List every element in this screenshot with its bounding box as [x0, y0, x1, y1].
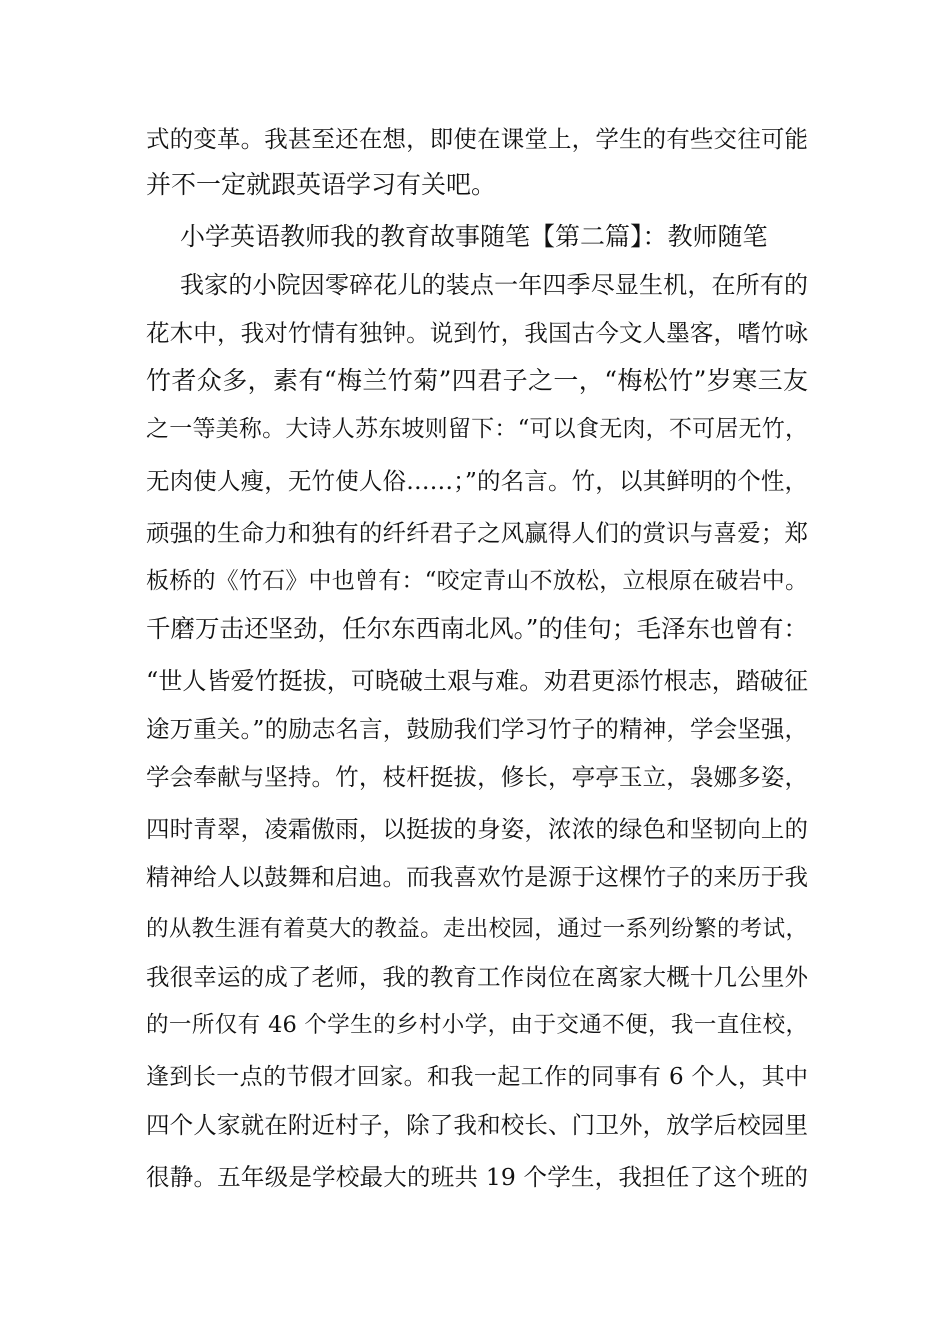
- text-line: 途万重关。”的励志名言，鼓励我们学习竹子的精神，学会坚强，: [146, 715, 808, 743]
- text-line: 顽强的生命力和独有的纤纤君子之风赢得人们的赏识与喜爱；郑: [146, 519, 808, 547]
- text-line: “世人皆爱竹挺拔，可晓破土艰与难。劝君更添竹根志，踏破征: [146, 667, 808, 695]
- text-line: 四个人家就在附近村子，除了我和校长、门卫外，放学后校园里: [146, 1111, 808, 1139]
- text-line: 逢到长一点的节假才回家。和我一起工作的同事有 6 个人，其中: [146, 1064, 808, 1090]
- section-heading: 小学英语教师我的教育故事随笔【第二篇】：教师随笔: [180, 222, 768, 251]
- text-line: 竹者众多，素有“梅兰竹菊”四君子之一，“梅松竹”岁寒三友: [146, 366, 808, 395]
- text-line: 无肉使人瘦，无竹使人俗……；”的名言。竹，以其鲜明的个性，: [146, 467, 808, 495]
- text-line: 我很幸运的成了老师，我的教育工作岗位在离家大概十几公里外: [146, 963, 808, 991]
- text-line: 精神给人以鼓舞和启迪。而我喜欢竹是源于这棵竹子的来历于我: [146, 863, 808, 891]
- text-line: 我家的小院因零碎花儿的装点一年四季尽显生机，在所有的: [180, 271, 808, 299]
- text-line: 四时青翠，凌霜傲雨，以挺拔的身姿，浓浓的绿色和坚韧向上的: [146, 815, 808, 843]
- text-line: 千磨万击还坚劲，任尔东西南北风。”的佳句；毛泽东也曾有：: [146, 614, 808, 643]
- text-line: 很静。五年级是学校最大的班共 19 个学生，我担任了这个班的: [146, 1163, 808, 1191]
- text-line: 学会奉献与坚持。竹，枝杆挺拔，修长，亭亭玉立，袅娜多姿，: [146, 763, 808, 791]
- text-line: 花木中，我对竹情有独钟。说到竹，我国古今文人墨客，嗜竹咏: [146, 319, 808, 347]
- text-line: 的一所仅有 46 个学生的乡村小学，由于交通不便，我一直住校，: [146, 1012, 808, 1038]
- text-line: 式的变革。我甚至还在想，即使在课堂上，学生的有些交往可能: [146, 125, 808, 153]
- text-line: 并不一定就跟英语学习有关吧。: [146, 170, 497, 199]
- text-line: 板桥的《竹石》中也曾有：“咬定青山不放松，立根原在破岩中。: [146, 568, 808, 594]
- text-line: 的从教生涯有着莫大的教益。走出校园，通过一系列纷繁的考试，: [146, 916, 808, 942]
- text-line: 之一等美称。大诗人苏东坡则留下：“可以食无肉，不可居无竹，: [146, 416, 808, 442]
